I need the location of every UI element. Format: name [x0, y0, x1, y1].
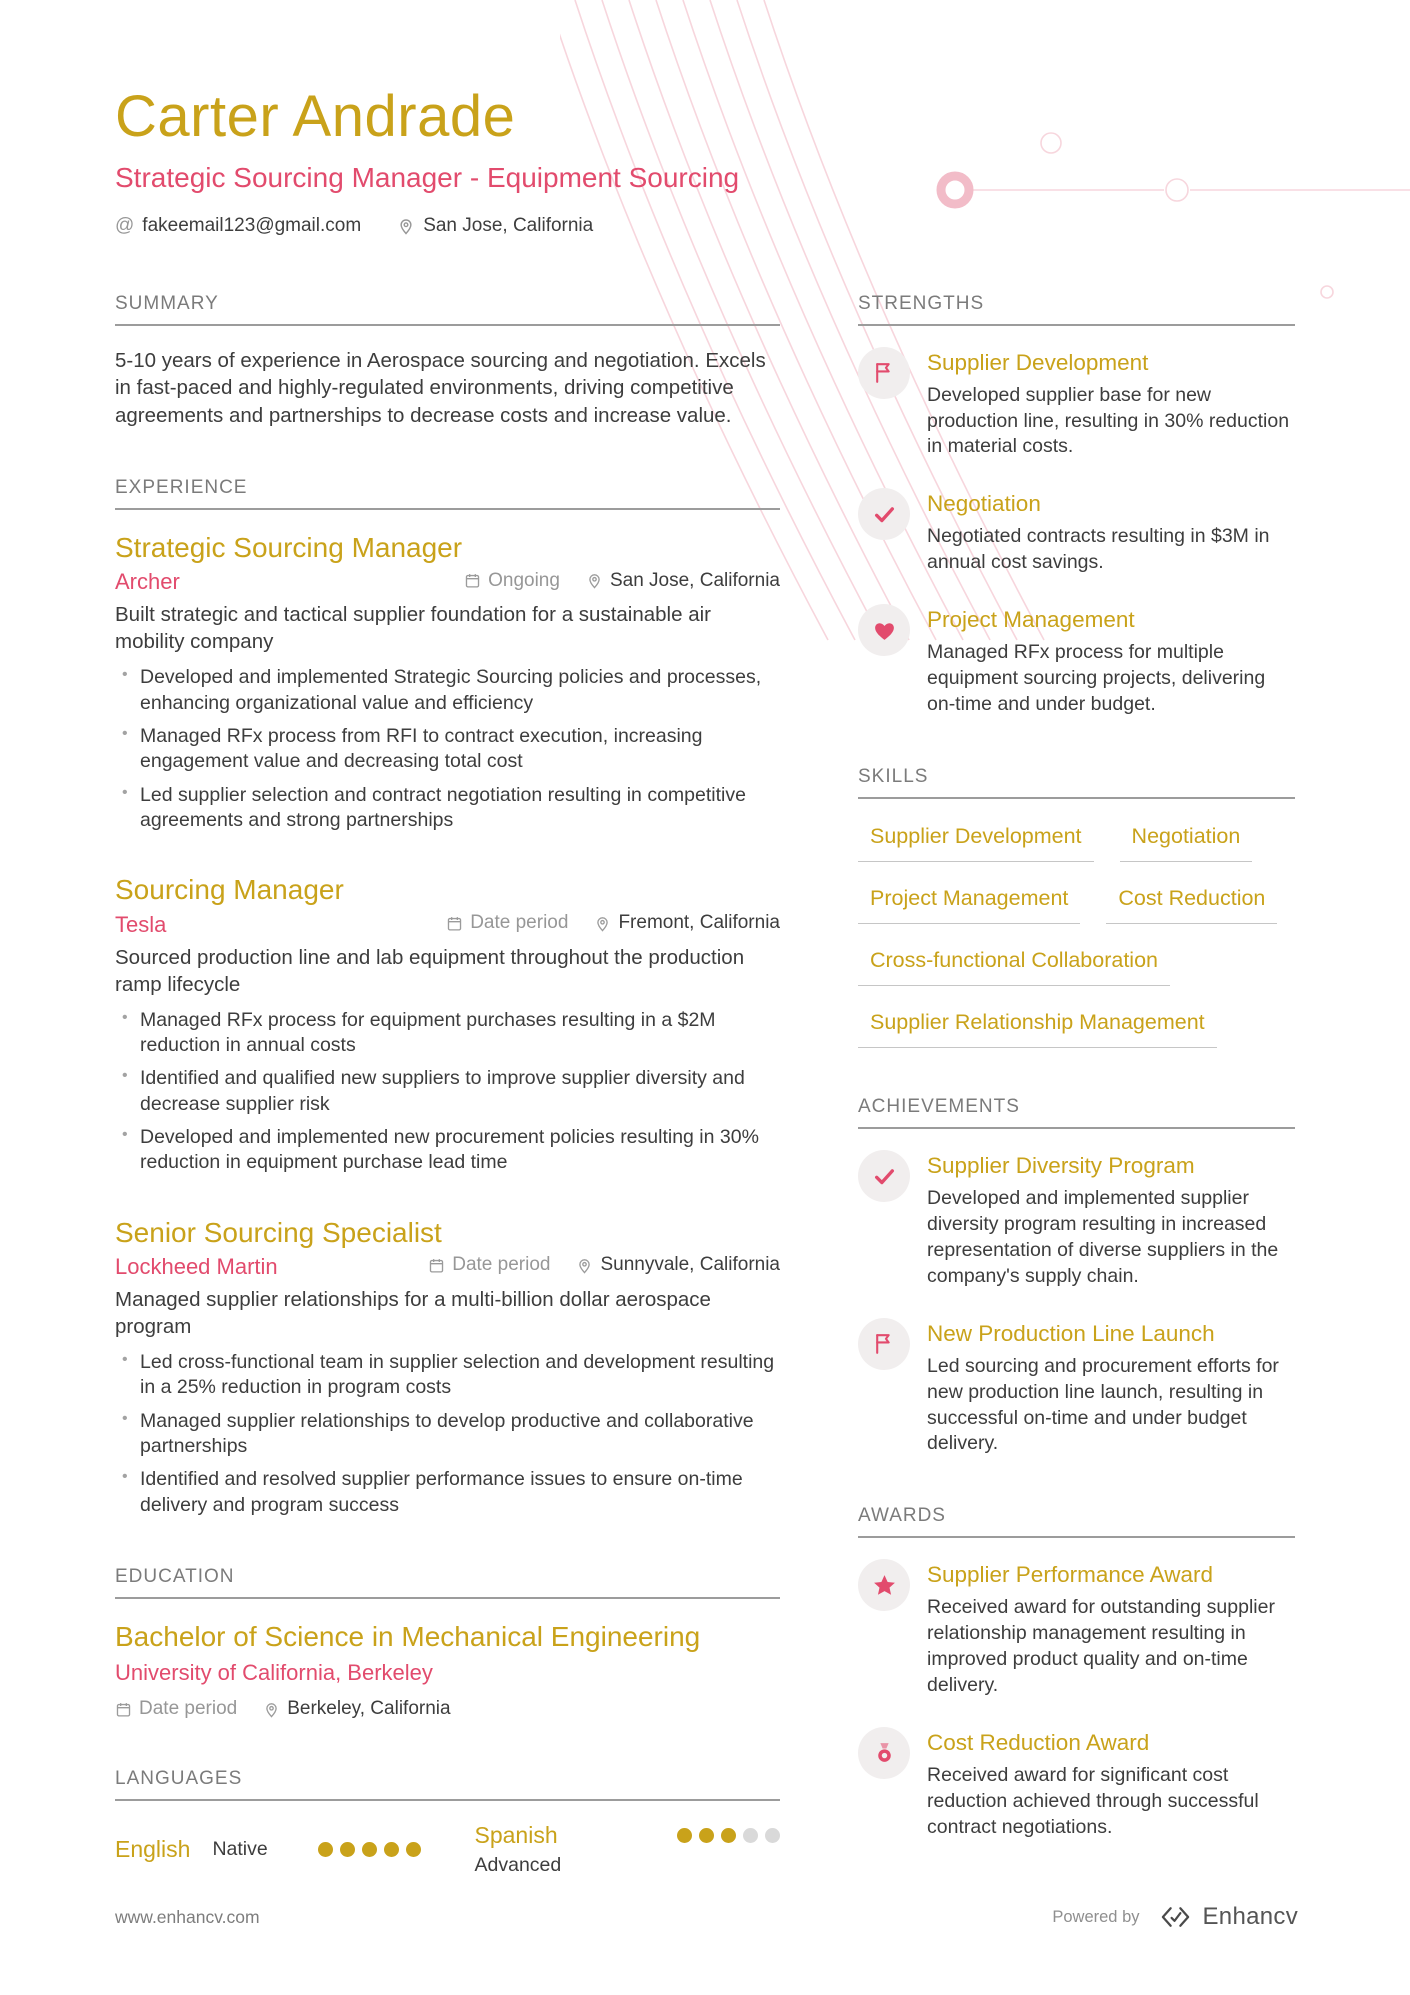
- right-column: [858, 293, 1295, 1926]
- experience-bullets: [115, 1350, 780, 1518]
- language-name: English: [115, 1836, 191, 1863]
- summary-text: 5-10 years of experience in Aerospace sourcing and negotiation. Excels in fast-paced and highly-regulated environments, driving competitive agreements and partnerships to decrease costs and increase value.: [115, 348, 766, 427]
- date-range: [115, 1698, 237, 1720]
- achievement-text: Led sourcing and procurement efforts for new production line launch, resulting in successful on-time and under budget delivery.: [927, 1354, 1279, 1455]
- job-headline: Strategic Sourcing Manager - Equipment Sourcing: [115, 161, 740, 193]
- strength-text: Developed supplier base for new production line, resulting in 30% reduction in material costs.: [927, 383, 1290, 458]
- award-content: [927, 1559, 1295, 1699]
- skill-tag: Cost Reduction: [1106, 882, 1277, 924]
- experience-summary: Sourced production line and lab equipment throughout the production ramp lifecycle: [115, 945, 745, 996]
- experience-item: [115, 531, 780, 833]
- icon-circle: [858, 1318, 910, 1370]
- icon-circle: [858, 604, 910, 656]
- award-title: Supplier Performance Award: [927, 1562, 1213, 1588]
- bullet-item: • Managed RFx process from RFI to contract execution, increasing engagement value and decreasing total cost: [115, 724, 780, 775]
- left-column: [115, 293, 780, 1926]
- school-name: University of California, Berkeley: [115, 1660, 433, 1686]
- experience-item: [115, 1216, 780, 1518]
- date-range: [428, 1254, 550, 1276]
- strengths-heading: STRENGTHS: [858, 293, 1295, 326]
- award-item: [858, 1727, 1295, 1841]
- icon-circle: [858, 488, 910, 540]
- company-name: Archer: [115, 569, 180, 595]
- experience-item: [115, 873, 780, 1175]
- location-text: San Jose, California: [423, 214, 594, 236]
- language-item: [115, 1822, 421, 1877]
- summary-heading: SUMMARY: [115, 293, 780, 326]
- date-text: Ongoing: [488, 569, 560, 591]
- medal-icon: [872, 1741, 897, 1766]
- email-text: fakeemail123@gmail.com: [142, 214, 362, 236]
- bullet-item: • Identified and qualified new suppliers to improve supplier diversity and decrease supplier risk: [115, 1066, 780, 1117]
- experience-meta: [446, 912, 780, 934]
- location: [263, 1698, 450, 1720]
- bullet-item: • Led cross-functional team in supplier selection and development resulting in a 25% reduction in program costs: [115, 1350, 780, 1401]
- skill-tag: Negotiation: [1120, 820, 1253, 862]
- language-item: [475, 1822, 781, 1877]
- rating-dot: [406, 1842, 421, 1857]
- skill-tag: Supplier Relationship Management: [858, 1006, 1217, 1048]
- location: [586, 570, 780, 592]
- rating-dot: [384, 1842, 399, 1857]
- language-level: Advanced: [474, 1854, 562, 1877]
- enhancv-logo-icon: [1159, 1905, 1192, 1929]
- awards-heading: AWARDS: [858, 1505, 1295, 1538]
- section-strengths: [858, 293, 1295, 718]
- achievement-text: Developed and implemented supplier diversity program resulting in increased representation of diverse suppliers in the company's supply chain.: [927, 1187, 1279, 1287]
- skill-tag: Project Management: [858, 882, 1080, 924]
- strength-text: Negotiated contracts resulting in $3M in annual cost savings.: [927, 525, 1270, 574]
- rating-dot: [677, 1828, 692, 1843]
- icon-circle: [858, 1150, 910, 1202]
- powered-by-label: Powered by: [1052, 1907, 1140, 1926]
- experience-meta-row: [115, 912, 780, 938]
- strength-content: [927, 488, 1295, 576]
- language-level: Native: [212, 1838, 268, 1861]
- date-range: [464, 570, 560, 592]
- calendar-icon: [446, 915, 463, 932]
- section-experience: [115, 477, 780, 1518]
- skills-heading: SKILLS: [858, 766, 1295, 799]
- strength-content: [927, 604, 1295, 718]
- language-name: Spanish: [474, 1822, 558, 1849]
- achievement-title: New Production Line Launch: [927, 1320, 1215, 1346]
- pin-icon: [397, 217, 415, 235]
- powered-by-enhancv[interactable]: [1052, 1903, 1298, 1931]
- bullet-item: • Managed RFx process for equipment purchases resulting in a $2M reduction in annual costs: [115, 1008, 780, 1059]
- heart-icon: [872, 618, 897, 643]
- location-text: Fremont, California: [618, 912, 780, 933]
- experience-heading: EXPERIENCE: [115, 477, 780, 510]
- contact-location: [397, 215, 593, 237]
- award-title: Cost Reduction Award: [927, 1730, 1150, 1756]
- pin-icon: [576, 1257, 593, 1274]
- award-text: Received award for outstanding supplier relationship management resulting in improved product quality and on-time delivery.: [927, 1596, 1275, 1697]
- date-text: Date period: [139, 1698, 238, 1720]
- experience-summary: Managed supplier relationships for a multi-billion dollar aerospace program: [115, 1287, 711, 1338]
- rating-dot: [699, 1828, 714, 1843]
- award-item: [858, 1559, 1295, 1699]
- strength-title: Negotiation: [927, 491, 1041, 517]
- section-summary: [115, 293, 780, 429]
- experience-summary: Built strategic and tactical supplier foundation for a sustainable air mobility company: [115, 603, 711, 654]
- site-link[interactable]: www.enhancv.com: [115, 1906, 260, 1927]
- achievement-item: [858, 1150, 1295, 1290]
- star-icon: [872, 1573, 897, 1598]
- calendar-icon: [464, 572, 481, 589]
- icon-circle: [858, 1727, 910, 1779]
- calendar-icon: [115, 1701, 132, 1718]
- footer: [115, 1903, 1298, 1931]
- achievement-item: [858, 1318, 1295, 1458]
- section-skills: [858, 766, 1295, 1048]
- strength-item: [858, 488, 1295, 576]
- skill-tag: Supplier Development: [858, 820, 1094, 862]
- award-text: Received award for significant cost reduction achieved through successful contract negotiations.: [927, 1764, 1259, 1838]
- location-text: San Jose, California: [609, 569, 780, 591]
- experience-bullets: [115, 665, 780, 833]
- section-education: [115, 1566, 780, 1720]
- at-icon: @: [115, 215, 135, 237]
- language-rating: [318, 1842, 421, 1857]
- education-heading: EDUCATION: [115, 1566, 780, 1599]
- experience-meta-row: [115, 569, 780, 595]
- strength-text: Managed RFx process for multiple equipment sourcing projects, delivering on-time and under budget.: [927, 641, 1266, 716]
- flag-icon: [872, 360, 897, 385]
- location-text: Berkeley, California: [287, 1698, 451, 1720]
- experience-meta-row: [115, 1254, 780, 1280]
- bullet-item: • Identified and resolved supplier performance issues to ensure on-time delivery and program success: [115, 1467, 780, 1518]
- pin-icon: [263, 1701, 280, 1718]
- achievement-title: Supplier Diversity Program: [927, 1153, 1195, 1178]
- achievement-content: [927, 1150, 1295, 1290]
- experience-title: Strategic Sourcing Manager: [115, 532, 463, 564]
- flag-icon: [872, 1331, 897, 1356]
- language-list: [115, 1822, 780, 1877]
- experience-title: Sourcing Manager: [115, 874, 344, 906]
- icon-circle: [858, 1559, 910, 1611]
- content-columns: [115, 293, 1295, 1926]
- strength-item: [858, 347, 1295, 461]
- location-text: Sunnyvale, California: [600, 1254, 780, 1276]
- rating-dot: [743, 1828, 758, 1843]
- achievement-content: [927, 1318, 1295, 1458]
- date-range: [446, 912, 568, 934]
- company-name: Tesla: [115, 911, 167, 937]
- section-awards: [858, 1505, 1295, 1840]
- pin-icon: [586, 572, 603, 589]
- experience-bullets: [115, 1008, 780, 1176]
- brand-name: Enhancv: [1202, 1903, 1298, 1930]
- contact-email[interactable]: [115, 215, 361, 237]
- page-title: Carter Andrade: [115, 84, 516, 149]
- section-achievements: [858, 1096, 1295, 1457]
- rating-dot: [721, 1828, 736, 1843]
- date-text: Date period: [452, 1254, 551, 1276]
- location: [576, 1254, 780, 1276]
- strengths-list: [858, 347, 1295, 718]
- bullet-item: • Managed supplier relationships to develop productive and collaborative partnerships: [115, 1409, 780, 1460]
- strength-item: [858, 604, 1295, 718]
- rating-dot: [340, 1842, 355, 1857]
- language-rating: [677, 1828, 780, 1843]
- date-text: Date period: [470, 912, 569, 933]
- icon-circle: [858, 347, 910, 399]
- rating-dot: [318, 1842, 333, 1857]
- company-name: Lockheed Martin: [115, 1253, 278, 1279]
- awards-list: [858, 1559, 1295, 1840]
- experience-list: [115, 531, 780, 1518]
- pin-icon: [594, 915, 611, 932]
- bullet-item: • Developed and implemented Strategic Sourcing policies and processes, enhancing organizational value and efficiency: [115, 665, 780, 716]
- strength-title: Project Management: [927, 607, 1135, 633]
- languages-heading: LANGUAGES: [115, 1768, 780, 1801]
- degree-title: Bachelor of Science in Mechanical Engineering: [115, 1620, 701, 1652]
- location: [594, 912, 780, 934]
- education-meta: [115, 1698, 780, 1720]
- achievements-list: [858, 1150, 1295, 1457]
- strength-content: [927, 347, 1295, 461]
- calendar-icon: [428, 1257, 445, 1274]
- experience-meta: [428, 1254, 780, 1276]
- achievements-heading: ACHIEVEMENTS: [858, 1096, 1295, 1129]
- bullet-item: • Developed and implemented new procurement policies resulting in 30% reduction in equipment purchase lead time: [115, 1125, 780, 1176]
- strength-title: Supplier Development: [927, 349, 1149, 375]
- skill-tag: Cross-functional Collaboration: [858, 944, 1170, 986]
- header: [115, 86, 1295, 237]
- check-icon: [872, 1164, 897, 1189]
- section-languages: [115, 1768, 780, 1877]
- bullet-item: • Led supplier selection and contract negotiation resulting in competitive agreements and strong partnerships: [115, 783, 780, 834]
- check-icon: [872, 502, 897, 527]
- contact-row: [115, 215, 1295, 237]
- rating-dot: [362, 1842, 377, 1857]
- experience-meta: [464, 570, 780, 592]
- skills-list: [858, 820, 1295, 1048]
- award-content: [927, 1727, 1295, 1841]
- rating-dot: [765, 1828, 780, 1843]
- experience-title: Senior Sourcing Specialist: [115, 1216, 442, 1248]
